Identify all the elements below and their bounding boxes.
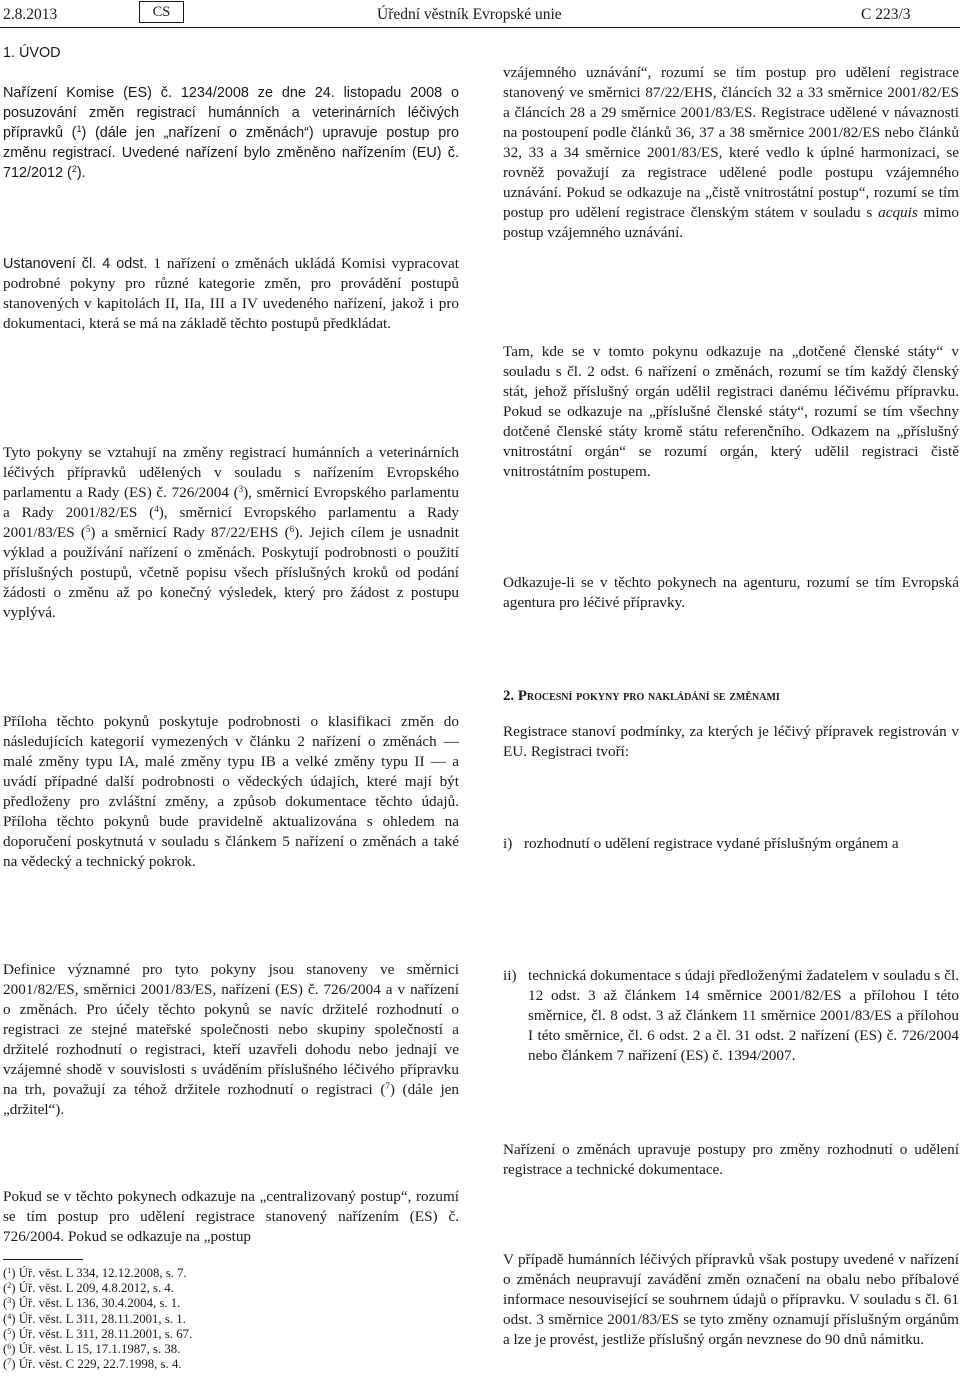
footnote: ($^2$) Úř. věst. L 209, 4.8.2012, s. 4. — [3, 1281, 174, 1296]
footnote: ($^1$) Úř. věst. L 334, 12.12.2008, s. 7. — [3, 1266, 187, 1280]
list-item-i — [503, 834, 960, 854]
journal-title: Úřední věstník Evropské unie — [377, 6, 562, 23]
section-1-heading — [3, 43, 61, 63]
list-item-ii — [503, 966, 959, 1066]
paragraph-member-states: Tam, kde se v tomto pokynu odkazuje na „dotčené členské státy“ v souladu s čl. 2 odst. 6 nařízení o změnách, rozumí se tím každý členský stát, jehož příslušný orgán udělil registraci danému léčivému přípravku. Pokud se odkazuje na „příslušné členské státy“, rozumí se tím všechny dotčené členské státy kromě státu referenčního. Odkazem na „příslušný vnitrostátní orgán“ se rozumí orgán, který udělil registraci čistě vnitrostátním postupem. — [503, 343, 959, 480]
paragraph-annex: Příloha těchto pokynů poskytuje podrobnosti o klasifikaci změn do následujících kategorií vymezených v článku 2 nařízení o změnách — malé změny typu IA, malé změny typu IB a velké změny typu II — a uvádí případné další podrobnosti o vědeckých údajích, které mají být předloženy pro zvláštní změny, a způsob dokumentace těchto údajů. Příloha těchto pokynů bude pravidelně aktualizována s ohledem na doporučení poskytnutá v souladu s článkem 5 nařízení o změnách a také na vědecký a technický pokrok. — [3, 713, 459, 870]
list-item-ii-number: ii) — [503, 967, 517, 984]
list-item-i-text: rozhodnutí o udělení registrace vydané příslušným orgánem a — [524, 835, 899, 852]
paragraph-registration-conditions: Registrace stanoví podmínky, za kterých je léčivý přípravek registrován v EU. Registraci tvoří: — [503, 723, 959, 760]
footnotes — [3, 1266, 303, 1372]
footnote: ($^4$) Úř. věst. L 311, 28.11.2001, s. 1. — [3, 1311, 186, 1326]
section-2-heading — [503, 686, 959, 706]
paragraph-scope: Tyto pokyny se vztahují na změny registrací humánních a veterinárních léčivých přípravků udělených v souladu s nařízením Evropského parlamentu a Rady (ES) č. 726/2004 ($^3$), směrnicí Evropského parlamentu a Rady 2001/82/ES ($^4$), směrnicí Evropského parlamentu a Rady 2001/83/ES ($^5$) a směrnicí Rady 87/22/EHS ($^6$). Jejich cílem je usnadnit výklad a používání nařízení o změnách. Poskytují podrobnosti o použití příslušných postupů, včetně popisu všech příslušných kroků od podání žádosti o změnu až po konečný výsledek, který pro žádost z postupu vyplývá. — [3, 444, 459, 621]
section-2-title: Procesní pokyny pro nakládání se změnami — [517, 688, 780, 704]
footnote-rule — [3, 1259, 83, 1260]
list-item-ii-text: technická dokumentace s údaji předloženými žadatelem v souladu s čl. 12 odst. 3 až článkem 14 směrnice 2001/82/ES a přílohou I této směrnice, čl. 8 odst. 3 až článkem 11 směrnice 2001/83/ES a přílohou I této směrnice, čl. 6 odst. 2 a čl. 31 odst. 2 nařízení (ES) č. 726/2004 nebo článkem 7 nařízení (ES) č. 1394/2007. — [528, 967, 959, 1064]
footnote: ($^5$) Úř. věst. L 311, 28.11.2001, s. 67. — [3, 1326, 193, 1341]
paragraph-variations-scope: Nařízení o změnách upravuje postupy pro změny rozhodnutí o udělení registrace a technické dokumentace. — [503, 1141, 959, 1178]
paragraph-article-4: Ustanovení čl. 4 odst. 1 nařízení o změnách ukládá Komisi vypracovat podrobné pokyny pro různé kategorie změn, pro provádění postupů stanovených v kapitolách II, IIa, III a IV uvedeného nařízení, jakož i pro dokumentaci, která se má na základě těchto postupů předkládat. — [3, 255, 459, 332]
paragraph-agency: Odkazuje-li se v těchto pokynech na agenturu, rozumí se tím Evropská agentura pro léčivé přípravky. — [503, 574, 959, 611]
journal-reference: C 223/3 — [861, 6, 911, 23]
paragraph-human-products: V případě humánních léčivých přípravků však postupy uvedené v nařízení o změnách neupravují zavádění změn označení na obalu nebo příbalové informace nesouvisející se souhrnem údajů o přípravku. V souladu s čl. 61 odst. 3 směrnice 2001/83/ES se tyto změny oznamují příslušným orgánům a lze je provést, jestliže příslušný orgán nevznese do 90 dnů námitku. — [503, 1251, 959, 1348]
footnote: ($^6$) Úř. věst. L 15, 17.1.1987, s. 38. — [3, 1342, 181, 1357]
paragraph-definitions: Definice významné pro tyto pokyny jsou stanoveny ve směrnici 2001/82/ES, směrnici 2001/83/ES, nařízení (ES) č. 726/2004 a v nařízení o změnách. Pro účely těchto pokynů se navíc držitelé rozhodnutí o registraci ze stejné mateřské společnosti nebo skupiny společností a držitelé rozhodnutí o registraci, kteří uzavřeli dohodu nebo jednají ve vzájemné shodě v souvislosti s uváděním příslušného léčivého přípravku na trh, považují za téhož držitele rozhodnutí o registraci ($^7$) (dále jen „držitel“). — [3, 961, 459, 1118]
paragraph-centralised: Pokud se v těchto pokynech odkazuje na „centralizovaný postup“, rozumí se tím postup pro udělení registrace stanovený nařízením (ES) č. 726/2004. Pokud se odkazuje na „postup — [3, 1188, 459, 1245]
paragraph-mutual-recognition: vzájemného uznávání“, rozumí se tím postup pro udělení registrace stanovený ve směrnici 87/22/EHS, článcích 32 a 33 směrnice 2001/82/ES a článcích 28 a 29 směrnice 2001/83/ES. Registrace udělené v návaznosti na postoupení podle článků 36, 37 a 38 směrnice 2001/82/ES nebo článků 32, 33 a 34 směrnice 2001/83/ES, které vedlo k úplné harmonizaci, se rovněž považují za registrace udělené podle postupu vzájemného uznávání. Pokud se odkazuje na „čistě vnitrostátní postup“, rozumí se tím postup pro udělení registrace členským státem v souladu s acquis mimo postup vzájemného uznávání. — [503, 64, 959, 241]
section-1-title: 1. ÚVOD — [3, 45, 61, 61]
paragraph-intro-regulation: Nařízení Komise (ES) č. 1234/2008 ze dne 24. listopadu 2008 o posuzování změn registrací humánních a veterinárních léčivých přípravků ($^1$) (dále jen „nařízení o změnách“) upravuje postup pro změnu registrací. Uvedené nařízení bylo změněno nařízením (EU) č. 712/2012 ($^2$). — [3, 85, 459, 181]
section-2-number: 2. — [503, 688, 515, 704]
footnote: ($^3$) Úř. věst. L 136, 30.4.2004, s. 1. — [3, 1296, 181, 1311]
publication-date: 2.8.2013 — [3, 6, 58, 23]
footnote: ($^7$) Úř. věst. C 229, 22.7.1998, s. 4. — [3, 1357, 182, 1372]
list-item-i-number: i) — [503, 835, 513, 852]
language-badge: CS — [139, 1, 184, 23]
right-column — [503, 0, 959, 1348]
